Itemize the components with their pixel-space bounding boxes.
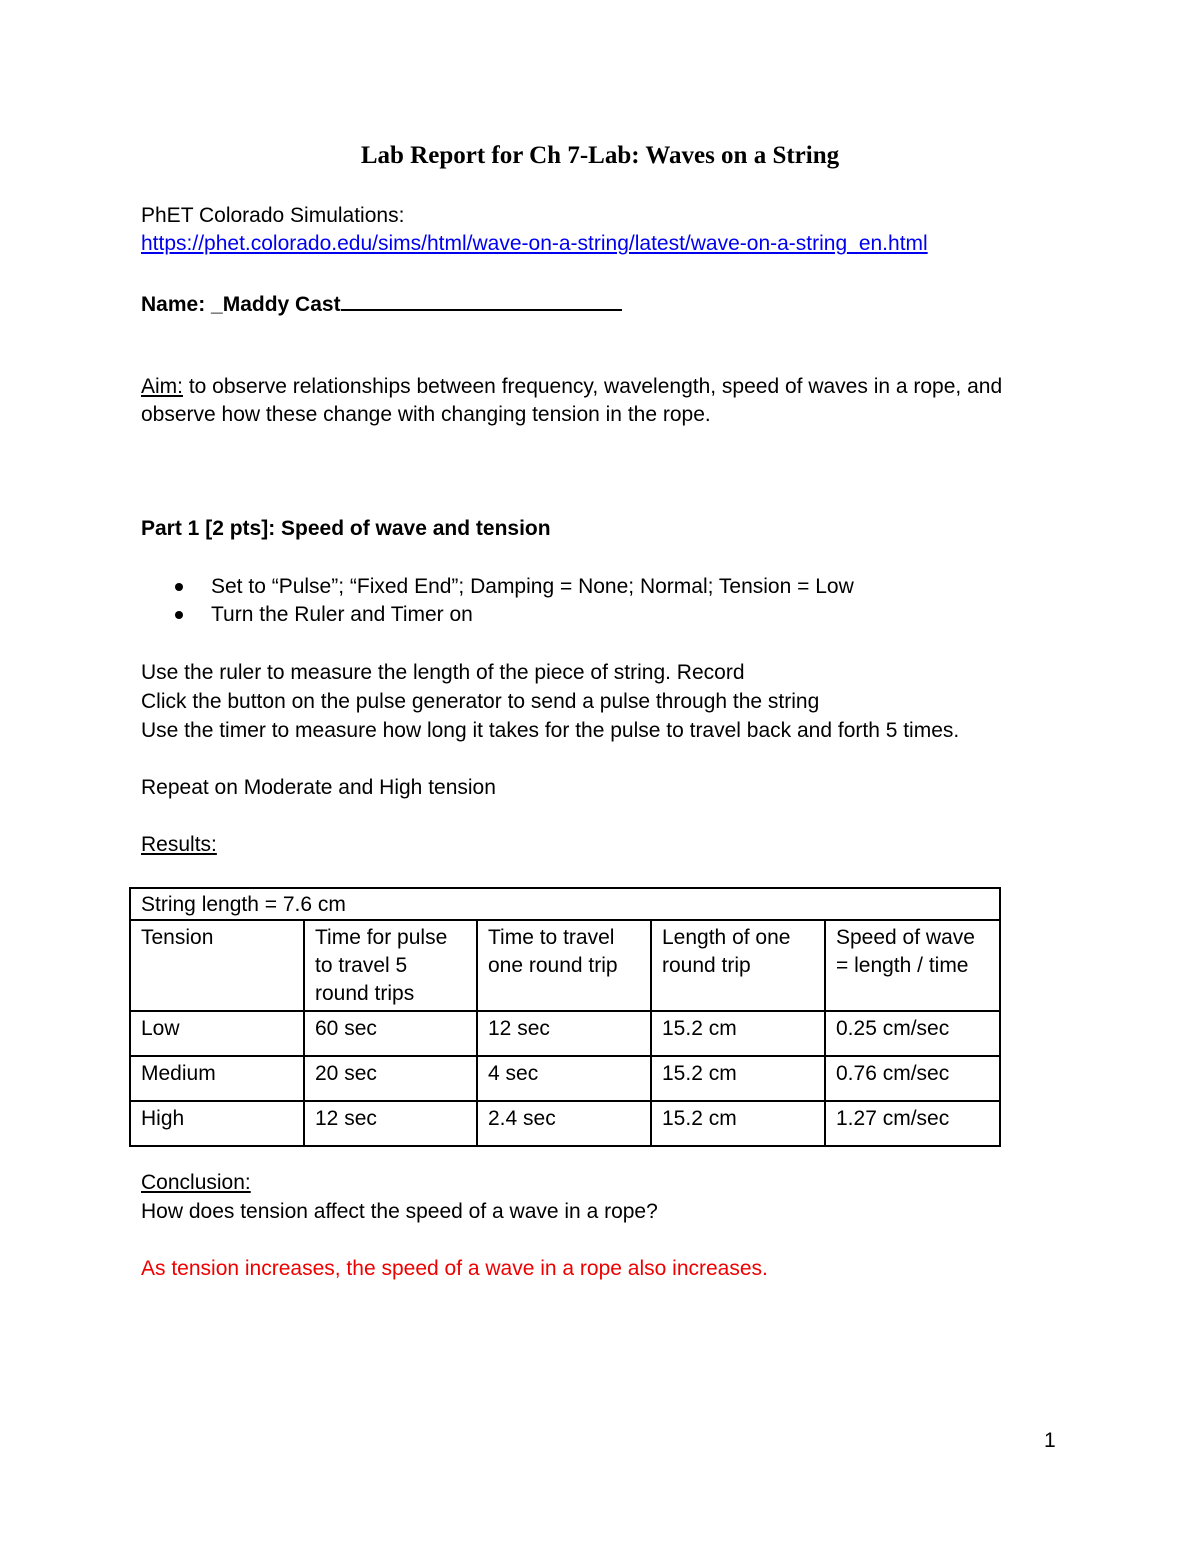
aim-line-1 [141, 373, 1002, 401]
page-number: 1 [1044, 1429, 1056, 1452]
simulation-link[interactable]: https://phet.colorado.edu/sims/html/wave-on-a-string/latest/wave-on-a-string_en.html [141, 232, 928, 255]
table-cell: 0.76 cm/sec [825, 1056, 1000, 1101]
instruction-1: Use the ruler to measure the length of the piece of string. Record [141, 661, 745, 684]
table-cell: 60 sec [304, 1011, 477, 1056]
repeat-instruction: Repeat on Moderate and High tension [141, 776, 496, 799]
column-header: Length of one round trip [651, 920, 825, 1011]
table-row [130, 888, 1000, 920]
table-cell: 0.25 cm/sec [825, 1011, 1000, 1056]
instruction-2: Click the button on the pulse generator to send a pulse through the string [141, 690, 820, 713]
part1-heading: Part 1 [2 pts]: Speed of wave and tension [141, 517, 551, 540]
column-header: Speed of wave = length / time [825, 920, 1000, 1011]
table-cell: 15.2 cm [651, 1011, 825, 1056]
name-label: Name: _Maddy Cast [141, 293, 341, 316]
table-cell: 4 sec [477, 1056, 651, 1101]
instruction-3: Use the timer to measure how long it takes for the pulse to travel back and forth 5 times. [141, 719, 960, 742]
bullet-item-2: Turn the Ruler and Timer on [211, 603, 473, 626]
bullet-icon [175, 611, 183, 619]
table-caption: String length = 7.6 cm [130, 888, 1000, 920]
column-header: Time for pulse to travel 5 round trips [304, 920, 477, 1011]
column-header: Tension [130, 920, 304, 1011]
table-cell: High [130, 1101, 304, 1146]
bullet-icon [175, 583, 183, 591]
table-header-row [130, 920, 1000, 1011]
conclusion-answer: As tension increases, the speed of a wave in a rope also increases. [141, 1257, 768, 1280]
conclusion-question: How does tension affect the speed of a wave in a rope? [141, 1200, 658, 1223]
column-header: Time to travel one round trip [477, 920, 651, 1011]
table-cell: 15.2 cm [651, 1056, 825, 1101]
results-label: Results: [141, 833, 217, 856]
aim-line-2: observe how these change with changing tension in the rope. [141, 403, 711, 426]
table-cell: 1.27 cm/sec [825, 1101, 1000, 1146]
document-title: Lab Report for Ch 7-Lab: Waves on a String [360, 142, 840, 169]
source-label: PhET Colorado Simulations: [141, 204, 405, 227]
results-table [129, 887, 1001, 1147]
table-cell: 15.2 cm [651, 1101, 825, 1146]
table-cell: Low [130, 1011, 304, 1056]
name-field [141, 289, 622, 319]
aim-text-1: to observe relationships between frequency, wavelength, speed of waves in a rope, and [183, 375, 1003, 398]
table-cell: Medium [130, 1056, 304, 1101]
table-cell: 12 sec [304, 1101, 477, 1146]
table-cell: 2.4 sec [477, 1101, 651, 1146]
name-blank-line [341, 289, 622, 311]
conclusion-label: Conclusion: [141, 1171, 251, 1194]
table-row [130, 1101, 1000, 1146]
bullet-item-1: Set to “Pulse”; “Fixed End”; Damping = None; Normal; Tension = Low [211, 575, 854, 598]
table-row [130, 1056, 1000, 1101]
aim-label: Aim: [141, 375, 183, 398]
table-row [130, 1011, 1000, 1056]
table-cell: 12 sec [477, 1011, 651, 1056]
table-cell: 20 sec [304, 1056, 477, 1101]
